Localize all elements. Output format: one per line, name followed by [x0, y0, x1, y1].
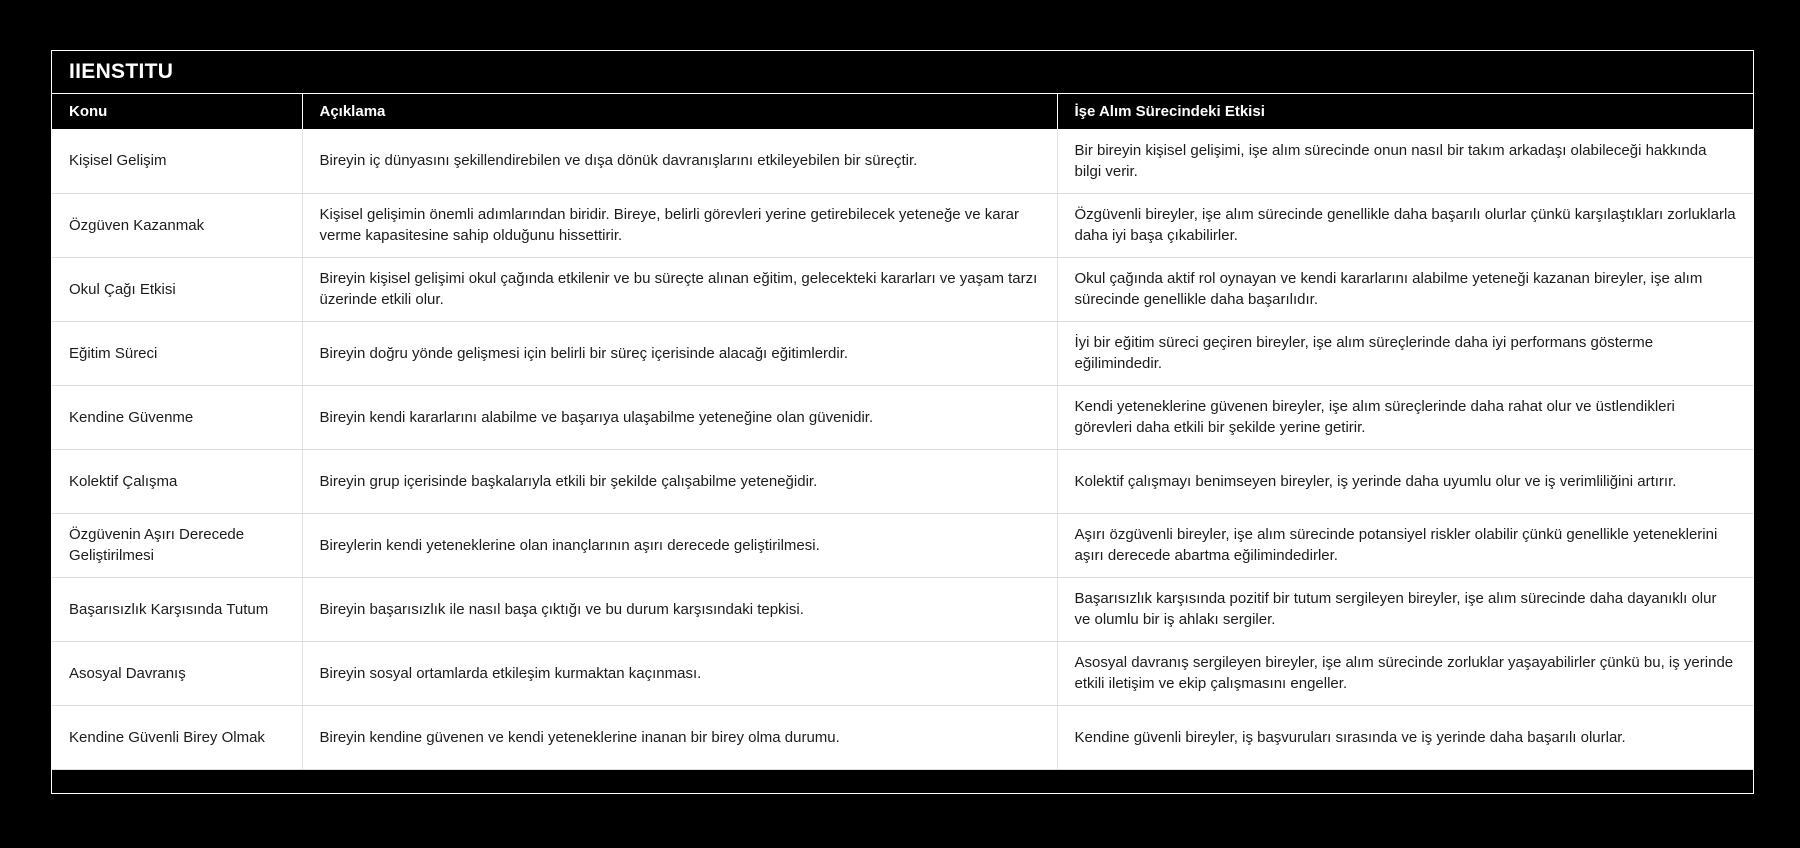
table-header-etki: İşe Alım Sürecindeki Etkisi [1057, 94, 1753, 129]
cell-etki: Aşırı özgüvenli bireyler, işe alım sürecinde potansiyel riskler olabilir çünkü genellikle yeteneklerini aşırı derecede abartma eğilimindedirler. [1057, 513, 1753, 577]
cell-etki: Kolektif çalışmayı benimseyen bireyler, iş yerinde daha uyumlu olur ve iş verimliliğini artırır. [1057, 449, 1753, 513]
table-row [52, 705, 1753, 769]
cell-etki: Okul çağında aktif rol oynayan ve kendi kararlarını alabilme yeteneği kazanan bireyler, işe alım sürecinde genellikle daha başarılıdır. [1057, 257, 1753, 321]
data-table [52, 94, 1753, 770]
title-bar [52, 51, 1753, 94]
cell-etki: Asosyal davranış sergileyen bireyler, işe alım sürecinde zorluklar yaşayabilirler çünkü bu, iş yerinde etkili iletişim ve ekip çalışmasını engeller. [1057, 641, 1753, 705]
cell-konu: Asosyal Davranış [52, 641, 302, 705]
cell-konu: Özgüvenin Aşırı Derecede Geliştirilmesi [52, 513, 302, 577]
cell-etki: Kendine güvenli bireyler, iş başvuruları sırasında ve iş yerinde daha başarılı olurlar. [1057, 705, 1753, 769]
table-row [52, 641, 1753, 705]
page-title: IIENSTITU [69, 60, 174, 83]
cell-etki: İyi bir eğitim süreci geçiren bireyler, işe alım süreçlerinde daha iyi performans gösterme eğilimindedir. [1057, 321, 1753, 385]
cell-aciklama: Bireyin kendi kararlarını alabilme ve başarıya ulaşabilme yeteneğine olan güvenidir. [302, 385, 1057, 449]
cell-aciklama: Bireylerin kendi yeteneklerine olan inançlarının aşırı derecede geliştirilmesi. [302, 513, 1057, 577]
table-header-row [52, 94, 1753, 129]
cell-etki: Başarısızlık karşısında pozitif bir tutum sergileyen bireyler, işe alım sürecinde daha dayanıklı olur ve olumlu bir iş ahlakı sergiler. [1057, 577, 1753, 641]
cell-aciklama: Bireyin kendine güvenen ve kendi yeteneklerine inanan bir birey olma durumu. [302, 705, 1057, 769]
cell-aciklama: Bireyin başarısızlık ile nasıl başa çıktığı ve bu durum karşısındaki tepkisi. [302, 577, 1057, 641]
table-header-konu: Konu [52, 94, 302, 129]
cell-konu: Başarısızlık Karşısında Tutum [52, 577, 302, 641]
table-body [52, 129, 1753, 769]
table-row [52, 129, 1753, 193]
table-header [52, 94, 1753, 129]
cell-konu: Kolektif Çalışma [52, 449, 302, 513]
cell-konu: Kendine Güvenli Birey Olmak [52, 705, 302, 769]
cell-aciklama: Bireyin kişisel gelişimi okul çağında etkilenir ve bu süreçte alınan eğitim, gelecekteki kararları ve yaşam tarzı üzerinde etkili olur. [302, 257, 1057, 321]
cell-konu: Kendine Güvenme [52, 385, 302, 449]
table-header-aciklama: Açıklama [302, 94, 1057, 129]
cell-aciklama: Bireyin sosyal ortamlarda etkileşim kurmaktan kaçınması. [302, 641, 1057, 705]
cell-konu: Eğitim Süreci [52, 321, 302, 385]
cell-etki: Kendi yeteneklerine güvenen bireyler, işe alım süreçlerinde daha rahat olur ve üstlendikleri görevleri daha etkili bir şekilde yerine getirir. [1057, 385, 1753, 449]
cell-aciklama: Bireyin iç dünyasını şekillendirebilen ve dışa dönük davranışlarını etkileyebilen bir süreçtir. [302, 129, 1057, 193]
cell-konu: Kişisel Gelişim [52, 129, 302, 193]
cell-etki: Özgüvenli bireyler, işe alım sürecinde genellikle daha başarılı olurlar çünkü karşılaştıkları zorluklarla daha iyi başa çıkabilirler. [1057, 193, 1753, 257]
cell-aciklama: Bireyin grup içerisinde başkalarıyla etkili bir şekilde çalışabilme yeteneğidir. [302, 449, 1057, 513]
table-row [52, 513, 1753, 577]
cell-konu: Özgüven Kazanmak [52, 193, 302, 257]
cell-konu: Okul Çağı Etkisi [52, 257, 302, 321]
cell-aciklama: Bireyin doğru yönde gelişmesi için belirli bir süreç içerisinde alacağı eğitimlerdir. [302, 321, 1057, 385]
table-row [52, 385, 1753, 449]
table-row [52, 321, 1753, 385]
cell-etki: Bir bireyin kişisel gelişimi, işe alım sürecinde onun nasıl bir takım arkadaşı olabileceği hakkında bilgi verir. [1057, 129, 1753, 193]
table-row [52, 193, 1753, 257]
table-row [52, 257, 1753, 321]
table-row [52, 577, 1753, 641]
table-row [52, 449, 1753, 513]
cell-aciklama: Kişisel gelişimin önemli adımlarından biridir. Bireye, belirli görevleri yerine getirebilecek yeteneğe ve karar verme kapasitesine sahip olduğunu hissettirir. [302, 193, 1057, 257]
content-card [51, 50, 1754, 794]
